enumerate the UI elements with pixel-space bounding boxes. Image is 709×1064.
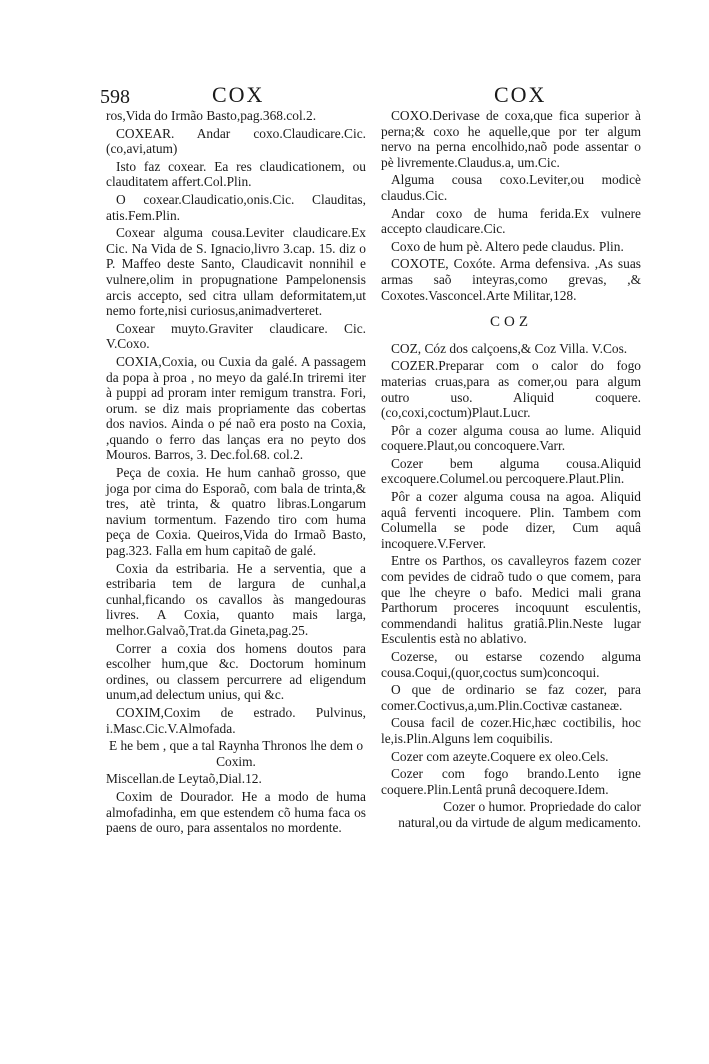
dictionary-entry: Isto faz coxear. Ea res claudicationem, ou clauditatem affert.Col.Plin. bbox=[106, 158, 366, 190]
dictionary-entry: ros,Vida do Irmão Basto,pag.368.col.2. bbox=[106, 108, 317, 123]
dictionary-entry: COZER.Preparar com o calor do fogo materias cruas,para as comer,ou para algum outro uso. Aliquid coquere.(co,coxi,coctum)Plaut.Lucr. bbox=[381, 358, 641, 421]
dictionary-entry: COZ, Cóz dos calçoens,& Coz Villa. V.Cos. bbox=[391, 340, 628, 356]
dictionary-entry: COXEAR. Andar coxo.Claudicare.Cic. (co,avi,atum) bbox=[106, 125, 366, 157]
dictionary-entry: Coxo de hum pè. Altero pede claudus. Plin. bbox=[391, 238, 624, 254]
dictionary-entry: Cozer o humor. Propriedade do calor natural,ou da virtude de algum medicamento. bbox=[398, 799, 641, 830]
dictionary-entry: COXO.Derivase de coxa,que fica superior à perna;& coxo he aquelle,que por ter algum nervo na perna encolhido,naõ pode assentar o pè livremente.Claudus.a, um.Cic. bbox=[381, 108, 641, 170]
dictionary-entry: Andar coxo de huma ferida.Ex vulnere accepto claudicare.Cic. bbox=[381, 205, 641, 237]
page-header bbox=[0, 78, 709, 112]
dictionary-entry: Coxia da estribaria. He a serventia, que a estribaria tem de largura de cunhal,a cunhal,ficando os cavallos às mangedouras livres. A Coxia, quanto mais larga, melhor.Galvaõ,Trat.da Gineta,pag.25. bbox=[106, 560, 366, 638]
dictionary-entry: Pôr a cozer alguma cousa ao lume. Aliquid coquere.Plaut,ou concoquere.Varr. bbox=[381, 422, 641, 454]
dictionary-entry: Cozer com fogo brando.Lento igne coquere.Plin.Lentâ prunâ decoquere.Idem. bbox=[381, 766, 641, 797]
right-running-headword: COX bbox=[494, 82, 547, 107]
dictionary-entry: E he bem , que a tal Raynha Thronos lhe dem o Coxim. bbox=[108, 738, 364, 769]
section-heading: COZ bbox=[490, 314, 532, 331]
dictionary-entry: Alguma cousa coxo.Leviter,ou modicè claudus.Cic. bbox=[381, 172, 641, 203]
dictionary-entry: Pôr a cozer alguma cousa na agoa. Aliquid aquâ ferventi incoquere. Plin. Tambem com Columella se pode dizer, Cum aquâ incoquere.V.Ferver. bbox=[381, 489, 641, 551]
dictionary-entry: Cousa facil de cozer.Hic,hæc coctibilis, hoc le,is.Plin.Alguns lem coquibilis. bbox=[381, 715, 641, 746]
dictionary-entry: Cozer bem alguma cousa.Aliquid excoquere.Columel.ou percoquere.Plaut.Plin. bbox=[381, 455, 641, 487]
left-column bbox=[106, 108, 366, 838]
dictionary-entry: Coxear alguma cousa.Leviter claudicare.Ex Cic. Na Vida de S. Ignacio,livro 3.cap. 15. diz o P. Maffeo deste Santo, Claudicavit nonnihil e vulnere,olim in propugnatione Pampelonensis arcis accepto, sed citra ullam deformitatem,ut nemo forte,nisi curiosus,animadverteret. bbox=[106, 225, 366, 319]
dictionary-entry: Cozerse, ou estarse cozendo alguma cousa.Coqui,(quor,coctus sum)concoqui. bbox=[381, 649, 641, 680]
dictionary-entry: Coxear muyto.Graviter claudicare. Cic. V.Coxo. bbox=[106, 320, 366, 352]
dictionary-entry: Cozer com azeyte.Coquere ex oleo.Cels. bbox=[391, 748, 609, 764]
left-running-headword: COX bbox=[212, 82, 265, 107]
dictionary-entry: O que de ordinario se faz cozer, para comer.Coctivus,a,um.Plin.Coctivæ castaneæ. bbox=[381, 682, 641, 713]
page-number: 598 bbox=[100, 86, 130, 108]
dictionary-entry: Miscellan.de Leytaõ,Dial.12. bbox=[106, 771, 262, 787]
dictionary-entry: O coxear.Claudicatio,onis.Cic. Clauditas, atis.Fem.Plin. bbox=[106, 191, 366, 223]
dictionary-entry: Entre os Parthos, os cavalleyros fazem cozer com pevides de cidraõ tudo o que comem, para que lhe cheyre o bafo. Medici mali grana Parthorum proceres incoquunt esculentis, commendandi halitus gratiâ.Plin.Neste lugar Esculentis està no ablativo. bbox=[381, 553, 641, 647]
dictionary-entry: Peça de coxia. He hum canhaõ grosso, que joga por cima do Esporaõ, com bala de trinta,& tres, atè trinta, & quatro libras.Longarum navium tormentum. Fazendo tiro com huma peça de Coxia. Queiros,Vida do Irmaõ Basto, pag.323. Falla em hum capitaõ de galé. bbox=[106, 465, 366, 559]
dictionary-entry: COXOTE, Coxóte. Arma defensiva. ,As suas armas saõ inteyras,como grevas, ,& Coxotes.Vasconcel.Arte Militar,128. bbox=[381, 256, 641, 303]
dictionary-entry: COXIM,Coxim de estrado. Pulvinus, i.Masc.Cic.V.Almofada. bbox=[106, 704, 366, 736]
dictionary-entry: COXIA,Coxia, ou Cuxia da galé. A passagem da popa à proa , no meyo da galé.In triremi iter à puppi ad proram inter remigum transtra. Fori, orum. se diz mais propriamente das cobertas dos navios. Ainda o pé naõ era posto na Coxia, ,quando o ferro das lanças era no peyto dos Mouros. Barros, 3. Dec.fol.68. col.2. bbox=[106, 353, 366, 463]
right-column bbox=[381, 108, 641, 833]
dictionary-entry: Correr a coxia dos homens doutos para escolher hum,que &c. Doctorum hominum ordines, ou classem percurrere ad eligendum unum,ad delectum unius, qui &c. bbox=[106, 640, 366, 703]
dictionary-entry: Coxim de Dourador. He a modo de huma almofadinha, em que estendem cõ huma faca os paens de ouro, para assentalos no mordente. bbox=[106, 788, 366, 836]
